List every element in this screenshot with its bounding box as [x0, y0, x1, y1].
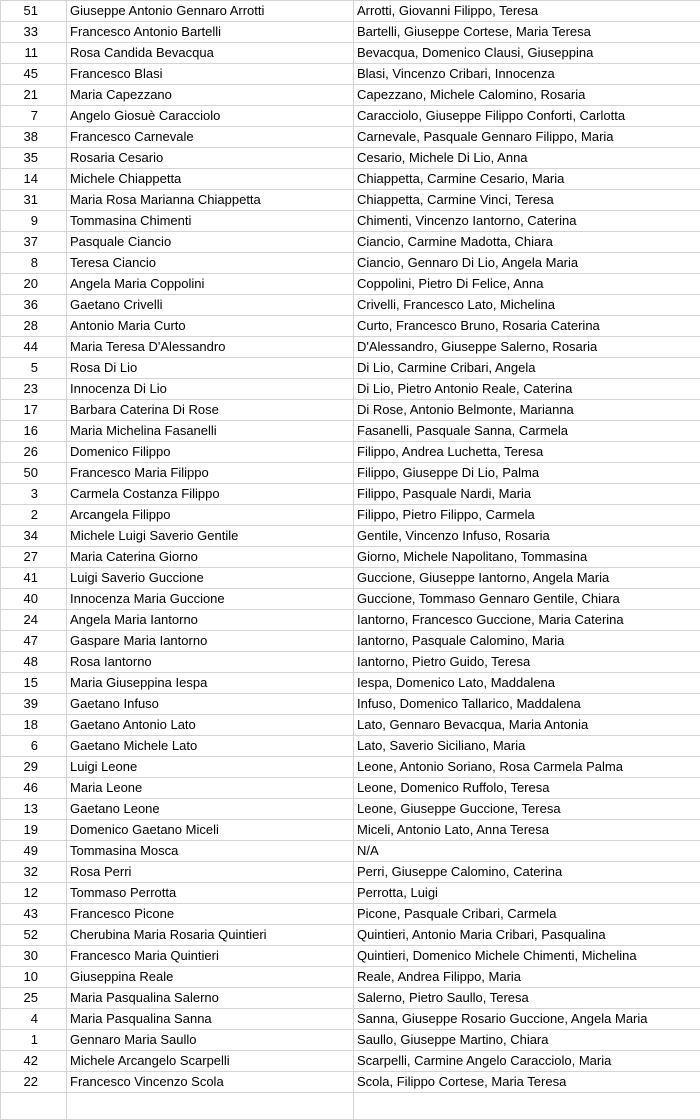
- record-number-cell[interactable]: 43: [1, 904, 67, 925]
- parents-cell[interactable]: D'Alessandro, Giuseppe Salerno, Rosaria: [354, 337, 700, 358]
- parents-cell[interactable]: Curto, Francesco Bruno, Rosaria Caterina: [354, 316, 700, 337]
- table-row: [1, 526, 700, 547]
- person-name-cell[interactable]: Gaetano Antonio Lato: [67, 715, 354, 736]
- record-number-cell[interactable]: 25: [1, 988, 67, 1009]
- parents-cell[interactable]: Infuso, Domenico Tallarico, Maddalena: [354, 694, 700, 715]
- person-name-cell[interactable]: Francesco Vincenzo Scola: [67, 1072, 354, 1093]
- table-row: [1, 757, 700, 778]
- parents-cell[interactable]: Iantorno, Pasquale Calomino, Maria: [354, 631, 700, 652]
- record-number-cell[interactable]: 23: [1, 379, 67, 400]
- person-name-cell[interactable]: Antonio Maria Curto: [67, 316, 354, 337]
- record-number-cell[interactable]: 9: [1, 211, 67, 232]
- record-number-cell[interactable]: 20: [1, 274, 67, 295]
- records-table-body: [1, 1, 700, 1120]
- record-number-cell[interactable]: 44: [1, 337, 67, 358]
- table-row: [1, 1, 700, 22]
- person-name-cell[interactable]: Domenico Gaetano Miceli: [67, 820, 354, 841]
- record-number-cell[interactable]: 38: [1, 127, 67, 148]
- parents-cell[interactable]: Coppolini, Pietro Di Felice, Anna: [354, 274, 700, 295]
- table-row: [1, 169, 700, 190]
- record-number-cell[interactable]: 33: [1, 22, 67, 43]
- table-row: [1, 190, 700, 211]
- table-row: [1, 946, 700, 967]
- parents-cell[interactable]: Gentile, Vincenzo Infuso, Rosaria: [354, 526, 700, 547]
- record-number-cell[interactable]: 42: [1, 1051, 67, 1072]
- record-number-cell[interactable]: 6: [1, 736, 67, 757]
- parents-cell[interactable]: Filippo, Pietro Filippo, Carmela: [354, 505, 700, 526]
- parents-cell[interactable]: Perrotta, Luigi: [354, 883, 700, 904]
- person-name-cell[interactable]: Tommasina Chimenti: [67, 211, 354, 232]
- table-row: [1, 358, 700, 379]
- table-row: [1, 295, 700, 316]
- table-row: [1, 148, 700, 169]
- record-number-cell[interactable]: 32: [1, 862, 67, 883]
- table-row: [1, 925, 700, 946]
- record-number-cell[interactable]: 3: [1, 484, 67, 505]
- person-name-cell[interactable]: Giuseppina Reale: [67, 967, 354, 988]
- person-name-cell[interactable]: Rosa Iantorno: [67, 652, 354, 673]
- table-row: [1, 694, 700, 715]
- table-row: [1, 1030, 700, 1051]
- person-name-cell[interactable]: Gaetano Crivelli: [67, 295, 354, 316]
- person-name-cell[interactable]: Maria Capezzano: [67, 85, 354, 106]
- table-row: [1, 589, 700, 610]
- table-row: [1, 820, 700, 841]
- record-number-cell[interactable]: 13: [1, 799, 67, 820]
- parents-cell[interactable]: Ciancio, Gennaro Di Lio, Angela Maria: [354, 253, 700, 274]
- record-number-cell[interactable]: 46: [1, 778, 67, 799]
- parents-cell[interactable]: Chiappetta, Carmine Cesario, Maria: [354, 169, 700, 190]
- record-number-cell[interactable]: 39: [1, 694, 67, 715]
- parents-cell[interactable]: Arrotti, Giovanni Filippo, Teresa: [354, 1, 700, 22]
- table-row: [1, 610, 700, 631]
- record-number-cell[interactable]: 14: [1, 169, 67, 190]
- parents-cell[interactable]: Giorno, Michele Napolitano, Tommasina: [354, 547, 700, 568]
- parents-cell[interactable]: Iespa, Domenico Lato, Maddalena: [354, 673, 700, 694]
- record-number-cell[interactable]: 49: [1, 841, 67, 862]
- table-row: [1, 274, 700, 295]
- record-number-cell[interactable]: 10: [1, 967, 67, 988]
- person-name-cell[interactable]: Giuseppe Antonio Gennaro Arrotti: [67, 1, 354, 22]
- parents-cell[interactable]: Lato, Gennaro Bevacqua, Maria Antonia: [354, 715, 700, 736]
- parents-cell[interactable]: Di Rose, Antonio Belmonte, Marianna: [354, 400, 700, 421]
- parents-cell[interactable]: Caracciolo, Giuseppe Filippo Conforti, Carlotta: [354, 106, 700, 127]
- parents-cell[interactable]: Leone, Giuseppe Guccione, Teresa: [354, 799, 700, 820]
- parents-cell[interactable]: Bartelli, Giuseppe Cortese, Maria Teresa: [354, 22, 700, 43]
- record-number-cell[interactable]: 51: [1, 1, 67, 22]
- person-name-cell[interactable]: Francesco Antonio Bartelli: [67, 22, 354, 43]
- table-row: [1, 715, 700, 736]
- table-row: [1, 904, 700, 925]
- record-number-cell[interactable]: 11: [1, 43, 67, 64]
- person-name-cell[interactable]: Pasquale Ciancio: [67, 232, 354, 253]
- parents-cell[interactable]: Filippo, Giuseppe Di Lio, Palma: [354, 463, 700, 484]
- person-name-cell[interactable]: Maria Caterina Giorno: [67, 547, 354, 568]
- person-name-cell[interactable]: Michele Luigi Saverio Gentile: [67, 526, 354, 547]
- table-row: [1, 547, 700, 568]
- parents-cell[interactable]: Fasanelli, Pasquale Sanna, Carmela: [354, 421, 700, 442]
- parents-cell[interactable]: Scola, Filippo Cortese, Maria Teresa: [354, 1072, 700, 1093]
- table-row: [1, 463, 700, 484]
- table-row: [1, 484, 700, 505]
- parents-cell[interactable]: N/A: [354, 841, 700, 862]
- empty-row: [1, 1093, 700, 1120]
- parents-cell[interactable]: Quintieri, Antonio Maria Cribari, Pasqualina: [354, 925, 700, 946]
- record-number-cell[interactable]: 31: [1, 190, 67, 211]
- parents-cell[interactable]: Capezzano, Michele Calomino, Rosaria: [354, 85, 700, 106]
- record-number-cell[interactable]: 21: [1, 85, 67, 106]
- parents-cell[interactable]: Iantorno, Francesco Guccione, Maria Caterina: [354, 610, 700, 631]
- record-number-cell[interactable]: 45: [1, 64, 67, 85]
- table-row: [1, 85, 700, 106]
- table-row: [1, 316, 700, 337]
- person-name-cell[interactable]: Luigi Saverio Guccione: [67, 568, 354, 589]
- table-row: [1, 736, 700, 757]
- record-number-cell[interactable]: 7: [1, 106, 67, 127]
- table-row: [1, 43, 700, 64]
- parents-cell[interactable]: Sanna, Giuseppe Rosario Guccione, Angela Maria: [354, 1009, 700, 1030]
- record-number-cell[interactable]: 2: [1, 505, 67, 526]
- parents-cell[interactable]: Chiappetta, Carmine Vinci, Teresa: [354, 190, 700, 211]
- person-name-cell[interactable]: Maria Leone: [67, 778, 354, 799]
- person-name-cell[interactable]: Rosa Di Lio: [67, 358, 354, 379]
- table-row: [1, 883, 700, 904]
- table-row: [1, 232, 700, 253]
- person-name-cell[interactable]: Michele Arcangelo Scarpelli: [67, 1051, 354, 1072]
- parents-cell[interactable]: Cesario, Michele Di Lio, Anna: [354, 148, 700, 169]
- person-name-cell[interactable]: Arcangela Filippo: [67, 505, 354, 526]
- person-name-cell[interactable]: Angelo Giosuè Caracciolo: [67, 106, 354, 127]
- record-number-cell[interactable]: 29: [1, 757, 67, 778]
- person-name-cell[interactable]: Angela Maria Coppolini: [67, 274, 354, 295]
- record-number-cell[interactable]: 47: [1, 631, 67, 652]
- person-name-cell[interactable]: Tommaso Perrotta: [67, 883, 354, 904]
- parents-cell[interactable]: Di Lio, Carmine Cribari, Angela: [354, 358, 700, 379]
- parents-cell[interactable]: Guccione, Giuseppe Iantorno, Angela Maria: [354, 568, 700, 589]
- record-number-cell[interactable]: 27: [1, 547, 67, 568]
- parents-cell[interactable]: Iantorno, Pietro Guido, Teresa: [354, 652, 700, 673]
- person-name-cell[interactable]: Francesco Carnevale: [67, 127, 354, 148]
- person-name-cell[interactable]: Maria Teresa D'Alessandro: [67, 337, 354, 358]
- parents-cell[interactable]: Picone, Pasquale Cribari, Carmela: [354, 904, 700, 925]
- table-row: [1, 337, 700, 358]
- parents-cell[interactable]: Miceli, Antonio Lato, Anna Teresa: [354, 820, 700, 841]
- record-number-cell[interactable]: 48: [1, 652, 67, 673]
- record-number-cell[interactable]: 30: [1, 946, 67, 967]
- record-number-cell[interactable]: 1: [1, 1030, 67, 1051]
- person-name-cell[interactable]: Tommasina Mosca: [67, 841, 354, 862]
- table-row: [1, 862, 700, 883]
- table-row: [1, 1009, 700, 1030]
- table-row: [1, 1051, 700, 1072]
- person-name-cell[interactable]: Carmela Costanza Filippo: [67, 484, 354, 505]
- parents-cell[interactable]: Lato, Saverio Siciliano, Maria: [354, 736, 700, 757]
- person-name-cell[interactable]: Gaetano Infuso: [67, 694, 354, 715]
- table-row: [1, 652, 700, 673]
- record-number-cell[interactable]: 52: [1, 925, 67, 946]
- record-number-cell[interactable]: 40: [1, 589, 67, 610]
- parents-cell[interactable]: Crivelli, Francesco Lato, Michelina: [354, 295, 700, 316]
- person-name-cell[interactable]: Cherubina Maria Rosaria Quintieri: [67, 925, 354, 946]
- empty-cell[interactable]: [1, 1093, 67, 1120]
- parents-cell[interactable]: Reale, Andrea Filippo, Maria: [354, 967, 700, 988]
- table-row: [1, 1072, 700, 1093]
- table-row: [1, 106, 700, 127]
- table-row: [1, 379, 700, 400]
- record-number-cell[interactable]: 4: [1, 1009, 67, 1030]
- record-number-cell[interactable]: 8: [1, 253, 67, 274]
- table-row: [1, 253, 700, 274]
- table-row: [1, 631, 700, 652]
- table-row: [1, 673, 700, 694]
- person-name-cell[interactable]: Rosa Perri: [67, 862, 354, 883]
- parents-cell[interactable]: Filippo, Pasquale Nardi, Maria: [354, 484, 700, 505]
- person-name-cell[interactable]: Gaetano Michele Lato: [67, 736, 354, 757]
- record-number-cell[interactable]: 18: [1, 715, 67, 736]
- person-name-cell[interactable]: Maria Michelina Fasanelli: [67, 421, 354, 442]
- parents-cell[interactable]: Ciancio, Carmine Madotta, Chiara: [354, 232, 700, 253]
- person-name-cell[interactable]: Francesco Blasi: [67, 64, 354, 85]
- parents-cell[interactable]: Carnevale, Pasquale Gennaro Filippo, Maria: [354, 127, 700, 148]
- person-name-cell[interactable]: Gaspare Maria Iantorno: [67, 631, 354, 652]
- record-number-cell[interactable]: 37: [1, 232, 67, 253]
- record-number-cell[interactable]: 50: [1, 463, 67, 484]
- person-name-cell[interactable]: Rosa Candida Bevacqua: [67, 43, 354, 64]
- person-name-cell[interactable]: Luigi Leone: [67, 757, 354, 778]
- table-row: [1, 799, 700, 820]
- person-name-cell[interactable]: Angela Maria Iantorno: [67, 610, 354, 631]
- parents-cell[interactable]: Scarpelli, Carmine Angelo Caracciolo, Maria: [354, 1051, 700, 1072]
- parents-cell[interactable]: Salerno, Pietro Saullo, Teresa: [354, 988, 700, 1009]
- parents-cell[interactable]: Blasi, Vincenzo Cribari, Innocenza: [354, 64, 700, 85]
- record-number-cell[interactable]: 12: [1, 883, 67, 904]
- table-row: [1, 568, 700, 589]
- record-number-cell[interactable]: 16: [1, 421, 67, 442]
- empty-cell[interactable]: [67, 1093, 354, 1120]
- person-name-cell[interactable]: Teresa Ciancio: [67, 253, 354, 274]
- record-number-cell[interactable]: 26: [1, 442, 67, 463]
- person-name-cell[interactable]: Barbara Caterina Di Rose: [67, 400, 354, 421]
- table-row: [1, 22, 700, 43]
- record-number-cell[interactable]: 24: [1, 610, 67, 631]
- person-name-cell[interactable]: Gaetano Leone: [67, 799, 354, 820]
- table-row: [1, 400, 700, 421]
- record-number-cell[interactable]: 22: [1, 1072, 67, 1093]
- table-row: [1, 421, 700, 442]
- parents-cell[interactable]: Leone, Antonio Soriano, Rosa Carmela Palma: [354, 757, 700, 778]
- person-name-cell[interactable]: Francesco Maria Filippo: [67, 463, 354, 484]
- record-number-cell[interactable]: 19: [1, 820, 67, 841]
- person-name-cell[interactable]: Gennaro Maria Saullo: [67, 1030, 354, 1051]
- parents-cell[interactable]: Di Lio, Pietro Antonio Reale, Caterina: [354, 379, 700, 400]
- table-row: [1, 64, 700, 85]
- record-number-cell[interactable]: 35: [1, 148, 67, 169]
- person-name-cell[interactable]: Francesco Picone: [67, 904, 354, 925]
- parents-cell[interactable]: Saullo, Giuseppe Martino, Chiara: [354, 1030, 700, 1051]
- table-row: [1, 505, 700, 526]
- person-name-cell[interactable]: Maria Pasqualina Salerno: [67, 988, 354, 1009]
- table-row: [1, 841, 700, 862]
- empty-cell[interactable]: [354, 1093, 700, 1120]
- record-number-cell[interactable]: 28: [1, 316, 67, 337]
- person-name-cell[interactable]: Michele Chiappetta: [67, 169, 354, 190]
- table-row: [1, 778, 700, 799]
- table-row: [1, 211, 700, 232]
- record-number-cell[interactable]: 17: [1, 400, 67, 421]
- parents-cell[interactable]: Chimenti, Vincenzo Iantorno, Caterina: [354, 211, 700, 232]
- parents-cell[interactable]: Bevacqua, Domenico Clausi, Giuseppina: [354, 43, 700, 64]
- record-number-cell[interactable]: 5: [1, 358, 67, 379]
- table-row: [1, 442, 700, 463]
- person-name-cell[interactable]: Domenico Filippo: [67, 442, 354, 463]
- person-name-cell[interactable]: Maria Pasqualina Sanna: [67, 1009, 354, 1030]
- record-number-cell[interactable]: 36: [1, 295, 67, 316]
- parents-cell[interactable]: Filippo, Andrea Luchetta, Teresa: [354, 442, 700, 463]
- table-row: [1, 127, 700, 148]
- person-name-cell[interactable]: Maria Rosa Marianna Chiappetta: [67, 190, 354, 211]
- parents-cell[interactable]: Guccione, Tommaso Gennaro Gentile, Chiara: [354, 589, 700, 610]
- record-number-cell[interactable]: 15: [1, 673, 67, 694]
- table-row: [1, 967, 700, 988]
- parents-cell[interactable]: Perri, Giuseppe Calomino, Caterina: [354, 862, 700, 883]
- person-name-cell[interactable]: Innocenza Di Lio: [67, 379, 354, 400]
- parents-cell[interactable]: Quintieri, Domenico Michele Chimenti, Michelina: [354, 946, 700, 967]
- record-number-cell[interactable]: 41: [1, 568, 67, 589]
- person-name-cell[interactable]: Innocenza Maria Guccione: [67, 589, 354, 610]
- parents-cell[interactable]: Leone, Domenico Ruffolo, Teresa: [354, 778, 700, 799]
- person-name-cell[interactable]: Maria Giuseppina Iespa: [67, 673, 354, 694]
- person-name-cell[interactable]: Francesco Maria Quintieri: [67, 946, 354, 967]
- table-row: [1, 988, 700, 1009]
- record-number-cell[interactable]: 34: [1, 526, 67, 547]
- person-name-cell[interactable]: Rosaria Cesario: [67, 148, 354, 169]
